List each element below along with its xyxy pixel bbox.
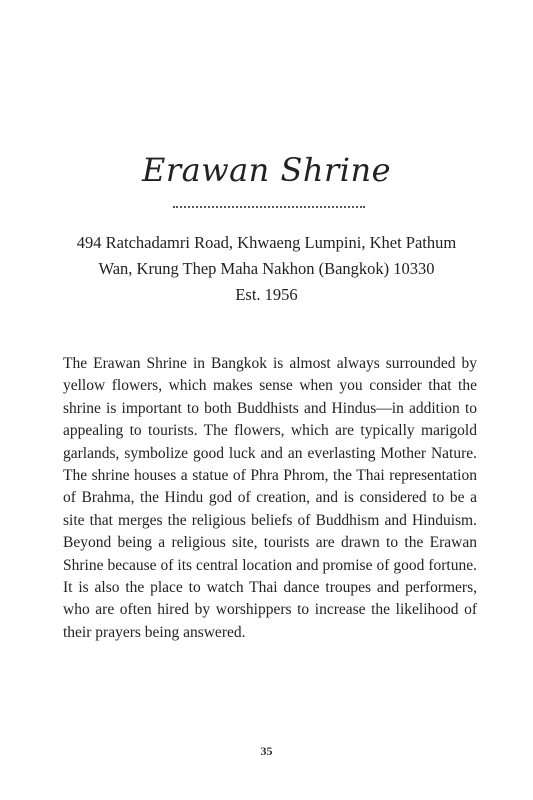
page-number: 35 [260,744,273,758]
address-line-1: 494 Ratchadamri Road, Khwaeng Lumpini, Khet Pathum [76,233,457,252]
body-paragraph: The Erawan Shrine in Bangkok is almost always surrounded by yellow flowers, which makes sense when you consider that the shrine is important to both Buddhists and Hindus—in addition to appealing to tourists. The flowers, which are typically marigold garlands, symbolize good luck and an everlasting Mother Nature. The shrine houses a statue of Phra Phrom, the Thai representation of Brahma, the Hindu god of creation, and is considered to be a site that merges the religious beliefs of Buddhism and Hinduism. Beyond being a religious site, tourists are drawn to the Erawan Shrine because of its central location and promise of good fortune. It is also the place to watch Thai dance troupes and performers, who are often hired by worshippers to increase the likelihood of their prayers being answered. [63,355,477,641]
title-divider [173,206,365,208]
address-line-2: Wan, Krung Thep Maha Nakhon (Bangkok) 10330 [98,259,435,278]
address-block [40,230,493,308]
page-title: Erawan Shrine [141,151,392,189]
established-year: Est. 1956 [235,285,298,304]
